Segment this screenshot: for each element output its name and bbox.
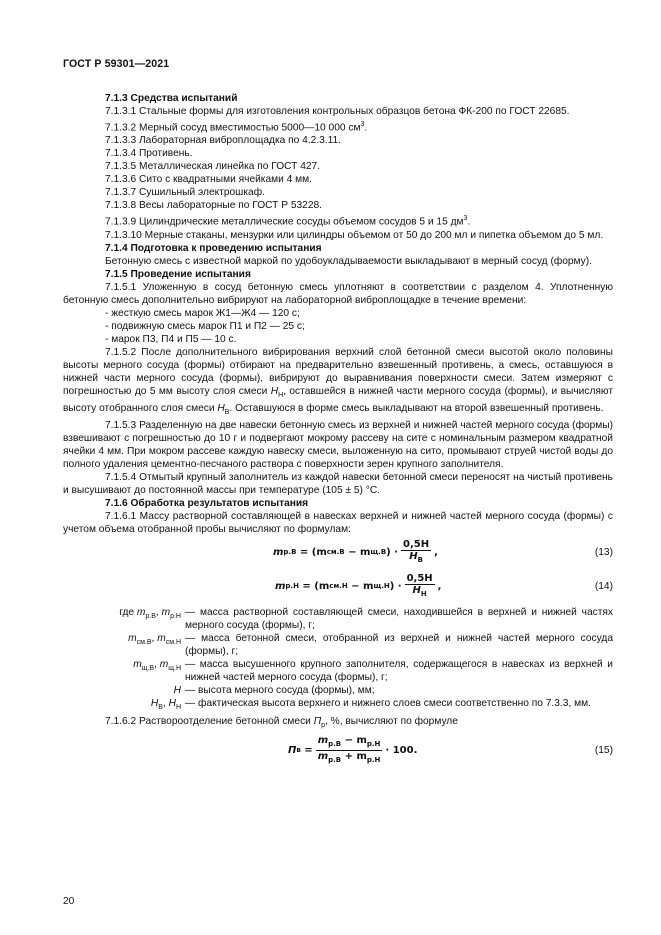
item-7-1-3-10: 7.1.3.10 Мерные стаканы, мензурки или цилиндры объемом от 50 до 200 мл и пипетка объемом до 5 мл. xyxy=(105,229,604,241)
item-7-1-3-1: 7.1.3.1 Стальные формы для изготовления контрольных образцов бетона ФК-200 по ГОСТ 22685. xyxy=(105,106,570,117)
formula-13-number: (13) xyxy=(594,546,613,558)
item-7-1-5-3: 7.1.5.3 Разделенную на две навески бетонную смесь из верхней и нижней частей мерного сосуда (формы) взвешивают с погрешностью до 10 г и подвергают мокрому рассеву на сите с номинальным размером квадратной ячейки 4 мм. При мокром рассеве каждую навеску смеси, выложенную на сито, промывают струей чистой воды до полного удаления цементно-песчаного раствора с поверхности зерен крупного заполнителя. xyxy=(63,419,613,470)
list-item-p3-p5-mix: - марок П3, П4 и П5 — 10 с. xyxy=(105,333,237,345)
section-7-1-4-text: Бетонную смесь с известной маркой по удобоукладываемости выкладывают в мерный сосуд (форму). xyxy=(105,255,592,267)
item-7-1-3-8: 7.1.3.8 Весы лабораторные по ГОСТ Р 53228. xyxy=(105,200,322,212)
legend-symbol: $H_В$, $H_Н$ xyxy=(150,697,181,711)
legend-description: — фактическая высота верхнего и нижнего слоев смеси соответственно по 7.3.3, мм. xyxy=(185,697,591,709)
document-body xyxy=(63,92,613,764)
legend-symbol: $m_{щ.В}$, $m_{щ.Н}$ xyxy=(133,658,181,672)
item-7-1-3-7: 7.1.3.7 Сушильный электрошкаф. xyxy=(105,187,265,199)
item-7-1-3-5: 7.1.3.5 Металлическая линейка по ГОСТ 427. xyxy=(105,161,321,173)
section-7-1-5-title: 7.1.5 Проведение испытания xyxy=(105,268,251,280)
legend-symbol: где $m_{р.В}$, $m_{р.Н}$ xyxy=(119,606,181,620)
legend-description: — масса растворной составляющей смеси, находившейся в верхней и нижней частях мерного сосуда (формы), г; xyxy=(185,606,613,631)
item-7-1-3-2: 7.1.3.2 Мерный сосуд вместимостью 5000—10 000 $см^3$. xyxy=(105,121,368,134)
item-7-1-5-1: 7.1.5.1 Уложенную в сосуд бетонную смесь уплотняют в соответствии с разделом 4. Уплотненную бетонную смесь дополнительно вибрируют на лабораторной виброплощадке в течение времени: xyxy=(63,281,613,306)
page-number: 20 xyxy=(63,896,75,907)
item-7-1-3-9: 7.1.3.9 Цилиндрические металлические сосуды объемом сосудов 5 и 15 $дм^3$. xyxy=(105,215,471,228)
item-7-1-3-3: 7.1.3.3 Лабораторная виброплощадка по 4.2.3.11. xyxy=(105,135,342,147)
formula-14-number: (14) xyxy=(594,580,613,592)
formula-legend xyxy=(63,606,613,714)
section-7-1-3-title: 7.1.3 Средства испытаний xyxy=(105,93,238,104)
item-7-1-5-4: 7.1.5.4 Отмытый крупный заполнитель из каждой навески бетонной смеси переносят на чистый противень и высушивают до постоянной массы при температуре (105 ± 5) °С. xyxy=(63,471,613,496)
section-7-1-6-title: 7.1.6 Обработка результатов испытания xyxy=(105,497,309,509)
formula-13: m р.В = (m см.В − m щ.В ) · $\frac{0,5H}{H_В}$ , (13) xyxy=(273,539,613,565)
item-7-1-6-1: 7.1.6.1 Массу растворной составляющей в навесках верхней и нижней частей мерного сосуда (формы) с учетом объема отобранной пробы вычисляют по формулам: xyxy=(63,510,613,535)
item-7-1-3-4: 7.1.3.4 Противень. xyxy=(105,148,193,160)
formula-15: П в = $\frac{m_{р.В} - m_{р.Н}}{m_{р.В} + m_{р.Н}}$ · 100. (15) xyxy=(288,735,613,765)
item-7-1-6-2: 7.1.6.2 Раствороотделение бетонной смеси $П_р$, %, вычисляют по формуле xyxy=(105,715,458,729)
legend-description: — масса бетонной смеси, отобранной из верхней и нижней частей мерного сосуда (формы), г; xyxy=(185,632,613,657)
legend-description: — масса высушенного крупного заполнителя, содержащегося в навесках из верхней и нижней частей мерного сосуда (формы), г; xyxy=(185,658,613,683)
legend-description: — высота мерного сосуда (формы), мм; xyxy=(185,684,375,696)
legend-symbol: $m_{см.В}$, $m_{см.Н}$ xyxy=(128,632,181,646)
legend-symbol: H xyxy=(173,684,181,696)
document-header: ГОСТ Р 59301—2021 xyxy=(63,58,170,70)
item-7-1-5-2: 7.1.5.2 После дополнительного вибрирования верхний слой бетонной смеси высотой около половины высоты мерного сосуда (формы) отбирают на предварительно взвешенный противень, а смесь, оставшуюся в нижней части мерного сосуда (формы), вибрируют до выравнивания поверхности смеси. Затем измеряют с погрешностью до 5 мм высоту слоя смеси $H_Н$, оставшейся в нижней части мерного сосуда (формы), и вычисляют высоту отобранного слоя смеси $H_В$. Оставшуюся в форме смесь выкладывают на второй взвешенный противень. xyxy=(63,346,613,416)
section-7-1-4-title: 7.1.4 Подготовка к проведению испытания xyxy=(105,242,322,254)
list-item-hard-mix: - жесткую смесь марок Ж1—Ж4 — 120 с; xyxy=(105,307,300,319)
item-7-1-3-6: 7.1.3.6 Сито с квадратными ячейками 4 мм. xyxy=(105,174,313,186)
formula-15-number: (15) xyxy=(594,744,613,756)
list-item-mobile-mix: - подвижную смесь марок П1 и П2 — 25 с; xyxy=(105,320,305,332)
formula-14: m р.Н = (m см.Н − m щ.Н ) · $\frac{0,5H}{H_Н}$ , (14) xyxy=(275,573,613,599)
